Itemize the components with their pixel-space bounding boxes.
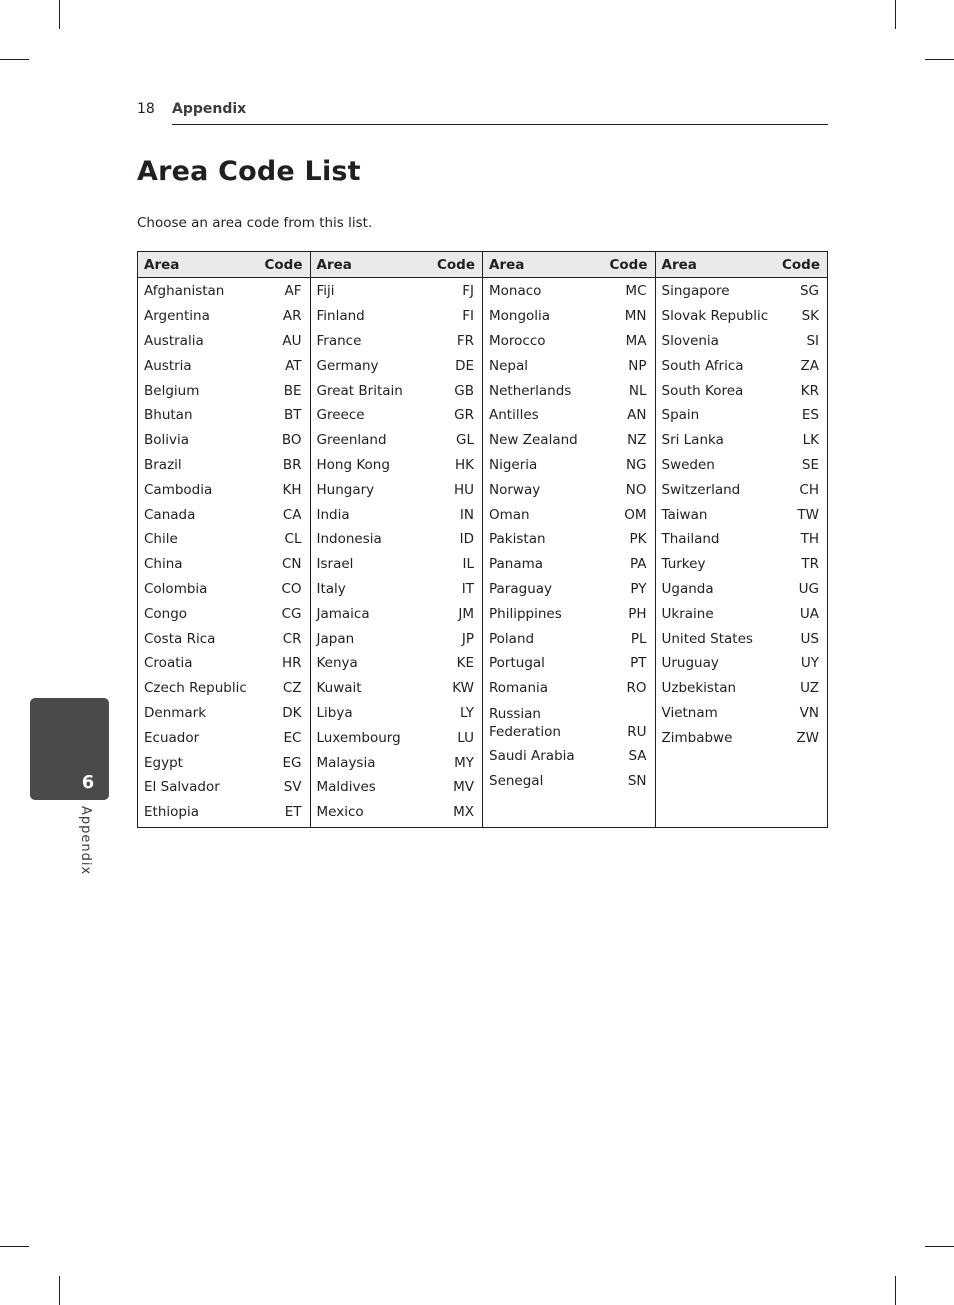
area-name: Portugal bbox=[489, 655, 545, 672]
area-name: Norway bbox=[489, 481, 541, 498]
crop-mark bbox=[925, 59, 954, 60]
table-row bbox=[138, 651, 310, 676]
table-row bbox=[138, 750, 310, 775]
table-row bbox=[483, 502, 655, 527]
area-name: Taiwan bbox=[661, 506, 708, 523]
area-name: Israel bbox=[316, 556, 354, 573]
area-code: NO bbox=[625, 481, 647, 498]
area-code: TH bbox=[800, 531, 819, 548]
area-column-header: Area bbox=[316, 256, 352, 273]
area-name: Canada bbox=[144, 506, 196, 523]
area-name: Fiji bbox=[316, 283, 335, 300]
area-name: Hungary bbox=[316, 481, 375, 498]
table-row bbox=[311, 403, 483, 428]
area-name: Vietnam bbox=[661, 704, 718, 721]
area-code: PY bbox=[630, 580, 647, 597]
area-code: GL bbox=[456, 432, 474, 449]
area-name: Argentina bbox=[144, 308, 210, 325]
area-name: Thailand bbox=[661, 531, 720, 548]
table-row bbox=[311, 651, 483, 676]
table-row bbox=[483, 651, 655, 676]
table-row bbox=[311, 428, 483, 453]
area-name: Singapore bbox=[661, 283, 730, 300]
area-name: Netherlands bbox=[489, 382, 572, 399]
table-row bbox=[483, 453, 655, 478]
table-row bbox=[656, 601, 828, 626]
area-name: Mongolia bbox=[489, 308, 551, 325]
table-row bbox=[311, 279, 483, 304]
table-row bbox=[138, 502, 310, 527]
table-row bbox=[656, 279, 828, 304]
table-row bbox=[483, 329, 655, 354]
table-row bbox=[138, 378, 310, 403]
table-column bbox=[483, 252, 656, 827]
table-row bbox=[311, 527, 483, 552]
table-header-row bbox=[656, 252, 828, 278]
table-row bbox=[311, 453, 483, 478]
area-code: SE bbox=[801, 456, 819, 473]
table-row bbox=[311, 701, 483, 726]
table-row bbox=[311, 304, 483, 329]
area-name: Finland bbox=[316, 308, 365, 325]
table-row bbox=[656, 725, 828, 750]
area-name: Cambodia bbox=[144, 481, 213, 498]
chapter-number: 6 bbox=[81, 772, 95, 793]
area-name: Antilles bbox=[489, 407, 539, 424]
area-code: CR bbox=[282, 630, 302, 647]
area-code: AR bbox=[282, 308, 302, 325]
table-row bbox=[483, 552, 655, 577]
area-code: ZW bbox=[796, 729, 819, 746]
area-code: SV bbox=[283, 779, 302, 796]
table-row bbox=[656, 502, 828, 527]
table-row bbox=[311, 329, 483, 354]
area-name: Czech Republic bbox=[144, 680, 247, 697]
area-code: TW bbox=[797, 506, 819, 523]
area-code: HR bbox=[281, 655, 302, 672]
table-row bbox=[311, 626, 483, 651]
area-code: CH bbox=[799, 481, 819, 498]
area-code: ID bbox=[459, 531, 474, 548]
table-row bbox=[656, 353, 828, 378]
area-code: JM bbox=[458, 605, 474, 622]
table-row bbox=[311, 502, 483, 527]
area-code: EC bbox=[283, 729, 302, 746]
area-code: MN bbox=[624, 308, 647, 325]
table-row bbox=[311, 750, 483, 775]
area-code: SI bbox=[806, 332, 819, 349]
crop-mark bbox=[925, 1246, 954, 1247]
table-row bbox=[656, 651, 828, 676]
table-row bbox=[656, 626, 828, 651]
area-code: VN bbox=[799, 704, 819, 721]
area-code: SG bbox=[799, 283, 819, 300]
area-code: AT bbox=[285, 357, 302, 374]
area-code: US bbox=[800, 630, 819, 647]
area-name: Nigeria bbox=[489, 456, 538, 473]
area-name: Uganda bbox=[661, 580, 714, 597]
table-row bbox=[138, 527, 310, 552]
table-row bbox=[138, 329, 310, 354]
area-code: UG bbox=[798, 580, 819, 597]
area-name: Egypt bbox=[144, 754, 183, 771]
table-row bbox=[138, 601, 310, 626]
table-row bbox=[656, 304, 828, 329]
area-code: CN bbox=[281, 556, 302, 573]
area-name: Mexico bbox=[316, 804, 364, 821]
table-row bbox=[311, 577, 483, 602]
area-column-header: Area bbox=[144, 256, 180, 273]
table-row bbox=[656, 428, 828, 453]
table-row bbox=[656, 552, 828, 577]
table-row bbox=[138, 701, 310, 726]
table-row bbox=[656, 477, 828, 502]
area-name: Morocco bbox=[489, 332, 546, 349]
table-row bbox=[483, 279, 655, 304]
table-row bbox=[483, 768, 655, 793]
table-row bbox=[311, 353, 483, 378]
table-row bbox=[483, 304, 655, 329]
area-name: New Zealand bbox=[489, 432, 578, 449]
area-name: Ethiopia bbox=[144, 804, 199, 821]
area-code: RO bbox=[626, 680, 647, 697]
area-code: CO bbox=[281, 580, 302, 597]
table-row bbox=[483, 527, 655, 552]
area-name: Switzerland bbox=[661, 481, 741, 498]
table-column bbox=[138, 252, 311, 827]
area-name: Senegal bbox=[489, 772, 544, 789]
area-name: Austria bbox=[144, 357, 192, 374]
area-name: Uruguay bbox=[661, 655, 719, 672]
area-name: Ecuador bbox=[144, 729, 200, 746]
area-name: Uzbekistan bbox=[661, 680, 737, 697]
page-number: 18 bbox=[137, 101, 155, 117]
area-column-header: Area bbox=[661, 256, 697, 273]
area-name: Libya bbox=[316, 704, 353, 721]
table-row bbox=[311, 800, 483, 825]
area-name: Sri Lanka bbox=[661, 432, 724, 449]
area-code: BT bbox=[283, 407, 302, 424]
table-row bbox=[483, 428, 655, 453]
table-row bbox=[138, 626, 310, 651]
table-row bbox=[138, 304, 310, 329]
area-name: Denmark bbox=[144, 704, 207, 721]
table-row bbox=[138, 279, 310, 304]
area-name: Hong Kong bbox=[316, 456, 390, 473]
area-name: Bolivia bbox=[144, 432, 190, 449]
area-name: Nepal bbox=[489, 357, 528, 374]
area-code: MX bbox=[453, 804, 474, 821]
area-name: Great Britain bbox=[316, 382, 403, 399]
table-header-row bbox=[483, 252, 655, 278]
area-name: Japan bbox=[316, 630, 355, 647]
area-code: NZ bbox=[627, 432, 647, 449]
table-row bbox=[138, 577, 310, 602]
area-name: Germany bbox=[316, 357, 379, 374]
table-row bbox=[138, 453, 310, 478]
area-code: ET bbox=[284, 804, 302, 821]
area-name: Panama bbox=[489, 556, 544, 573]
area-name: United States bbox=[661, 630, 753, 647]
area-code: NL bbox=[628, 382, 647, 399]
area-code: TR bbox=[801, 556, 819, 573]
area-name: Bhutan bbox=[144, 407, 193, 424]
table-row bbox=[311, 676, 483, 701]
area-code: CA bbox=[282, 506, 302, 523]
area-name: Kenya bbox=[316, 655, 358, 672]
page-title: Area Code List bbox=[137, 156, 361, 187]
area-code: IL bbox=[462, 556, 474, 573]
code-column-header: Code bbox=[609, 256, 648, 273]
area-code: KR bbox=[800, 382, 819, 399]
area-name: Oman bbox=[489, 506, 530, 523]
table-row bbox=[138, 552, 310, 577]
area-code: NG bbox=[625, 456, 647, 473]
code-column-header: Code bbox=[781, 256, 820, 273]
table-row bbox=[656, 453, 828, 478]
area-code: MV bbox=[453, 779, 474, 796]
table-row bbox=[138, 800, 310, 825]
area-code: OM bbox=[624, 506, 647, 523]
area-code: KW bbox=[452, 680, 474, 697]
area-code: IT bbox=[461, 580, 474, 597]
area-code: IN bbox=[459, 506, 474, 523]
area-code: CZ bbox=[282, 680, 302, 697]
code-column-header: Code bbox=[264, 256, 303, 273]
area-code: CL bbox=[284, 531, 302, 548]
area-name: Croatia bbox=[144, 655, 193, 672]
table-row bbox=[483, 676, 655, 701]
area-name: Congo bbox=[144, 605, 188, 622]
area-name: Turkey bbox=[661, 556, 706, 573]
table-row bbox=[483, 701, 655, 744]
area-name: Luxembourg bbox=[316, 729, 401, 746]
area-name: Jamaica bbox=[316, 605, 370, 622]
area-name: China bbox=[144, 556, 183, 573]
area-name: South Korea bbox=[661, 382, 744, 399]
area-code: CG bbox=[281, 605, 302, 622]
table-column bbox=[311, 252, 484, 827]
crop-mark bbox=[59, 1276, 60, 1305]
area-name: Spain bbox=[661, 407, 700, 424]
area-code: GR bbox=[454, 407, 474, 424]
area-code: AU bbox=[282, 332, 302, 349]
crop-mark bbox=[59, 0, 60, 29]
area-name: Paraguay bbox=[489, 580, 553, 597]
area-name: Zimbabwe bbox=[661, 729, 733, 746]
area-code: UY bbox=[800, 655, 819, 672]
area-code: MC bbox=[625, 283, 647, 300]
area-code: SA bbox=[628, 747, 647, 764]
table-row bbox=[311, 552, 483, 577]
area-code: ZA bbox=[800, 357, 819, 374]
table-row bbox=[483, 378, 655, 403]
area-name: El Salvador bbox=[144, 779, 220, 796]
section-label: Appendix bbox=[172, 101, 247, 117]
area-code: EG bbox=[282, 754, 302, 771]
area-name: Pakistan bbox=[489, 531, 546, 548]
area-name: Kuwait bbox=[316, 680, 362, 697]
area-code: SK bbox=[801, 308, 819, 325]
area-code: UA bbox=[799, 605, 819, 622]
area-name: Chile bbox=[144, 531, 178, 548]
area-code: BR bbox=[282, 456, 302, 473]
table-row bbox=[483, 744, 655, 769]
table-row bbox=[311, 378, 483, 403]
table-row bbox=[138, 725, 310, 750]
area-name: Saudi Arabia bbox=[489, 747, 575, 764]
table-row bbox=[656, 403, 828, 428]
area-code: FI bbox=[462, 308, 474, 325]
area-code: GB bbox=[454, 382, 474, 399]
area-name: Monaco bbox=[489, 283, 542, 300]
area-code: PH bbox=[628, 605, 647, 622]
area-name: Greece bbox=[316, 407, 365, 424]
chapter-label: Appendix bbox=[78, 806, 93, 876]
area-name: Costa Rica bbox=[144, 630, 216, 647]
area-name: Malaysia bbox=[316, 754, 376, 771]
area-code: NP bbox=[628, 357, 647, 374]
area-code: FR bbox=[456, 332, 474, 349]
area-name: Poland bbox=[489, 630, 535, 647]
table-row bbox=[483, 577, 655, 602]
area-name: South Africa bbox=[661, 357, 744, 374]
area-name: Russian Federation bbox=[489, 705, 561, 740]
area-name: Slovak Republic bbox=[661, 308, 769, 325]
area-code: BO bbox=[281, 432, 302, 449]
area-name: Brazil bbox=[144, 456, 182, 473]
area-code: ES bbox=[801, 407, 819, 424]
area-code: RU bbox=[627, 723, 647, 740]
area-code: KE bbox=[456, 655, 474, 672]
table-row bbox=[656, 527, 828, 552]
table-row bbox=[656, 701, 828, 726]
table-row bbox=[138, 428, 310, 453]
area-code: AF bbox=[284, 283, 302, 300]
intro-text: Choose an area code from this list. bbox=[137, 215, 373, 231]
area-code: DK bbox=[282, 704, 302, 721]
table-column bbox=[656, 252, 828, 827]
table-row bbox=[483, 477, 655, 502]
area-name: Philippines bbox=[489, 605, 562, 622]
table-row bbox=[311, 775, 483, 800]
table-row bbox=[483, 353, 655, 378]
crop-mark bbox=[895, 0, 896, 29]
area-name: Sweden bbox=[661, 456, 715, 473]
area-name: France bbox=[316, 332, 362, 349]
table-row bbox=[311, 477, 483, 502]
area-name: Belgium bbox=[144, 382, 200, 399]
area-name: Australia bbox=[144, 332, 204, 349]
table-row bbox=[483, 601, 655, 626]
crop-mark bbox=[895, 1276, 896, 1305]
table-row bbox=[311, 601, 483, 626]
table-row bbox=[138, 676, 310, 701]
area-name: Indonesia bbox=[316, 531, 382, 548]
table-row bbox=[138, 775, 310, 800]
area-code: SN bbox=[627, 772, 647, 789]
area-name: Italy bbox=[316, 580, 346, 597]
area-name: Ukraine bbox=[661, 605, 714, 622]
area-code: UZ bbox=[800, 680, 819, 697]
area-name: India bbox=[316, 506, 350, 523]
area-code-table bbox=[137, 251, 828, 828]
table-row bbox=[656, 329, 828, 354]
area-code: HK bbox=[454, 456, 474, 473]
area-code: PL bbox=[630, 630, 647, 647]
table-row bbox=[656, 676, 828, 701]
area-name: Greenland bbox=[316, 432, 387, 449]
crop-mark bbox=[0, 59, 29, 60]
area-code: PT bbox=[630, 655, 647, 672]
area-code: KH bbox=[282, 481, 302, 498]
area-code: PA bbox=[629, 556, 647, 573]
area-code: DE bbox=[455, 357, 474, 374]
area-code: FJ bbox=[462, 283, 474, 300]
area-code: MA bbox=[625, 332, 647, 349]
table-row bbox=[311, 725, 483, 750]
area-name: Afghanistan bbox=[144, 283, 225, 300]
table-row bbox=[138, 403, 310, 428]
code-column-header: Code bbox=[436, 256, 475, 273]
area-code: LK bbox=[802, 432, 819, 449]
table-row bbox=[138, 353, 310, 378]
table-row bbox=[656, 378, 828, 403]
table-row bbox=[656, 577, 828, 602]
area-code: LU bbox=[457, 729, 474, 746]
table-header-row bbox=[138, 252, 310, 278]
table-row bbox=[483, 626, 655, 651]
table-header-row bbox=[311, 252, 483, 278]
table-row bbox=[138, 477, 310, 502]
area-column-header: Area bbox=[489, 256, 525, 273]
area-code: JP bbox=[461, 630, 474, 647]
crop-mark bbox=[0, 1246, 29, 1247]
area-code: PK bbox=[629, 531, 647, 548]
area-name: Slovenia bbox=[661, 332, 719, 349]
area-code: HU bbox=[453, 481, 474, 498]
area-code: LY bbox=[460, 704, 474, 721]
area-code: MY bbox=[454, 754, 474, 771]
area-code: BE bbox=[283, 382, 302, 399]
area-name: Maldives bbox=[316, 779, 376, 796]
header-divider bbox=[172, 124, 828, 125]
area-code: AN bbox=[627, 407, 647, 424]
table-row bbox=[483, 403, 655, 428]
area-name: Colombia bbox=[144, 580, 208, 597]
area-name: Romania bbox=[489, 680, 549, 697]
